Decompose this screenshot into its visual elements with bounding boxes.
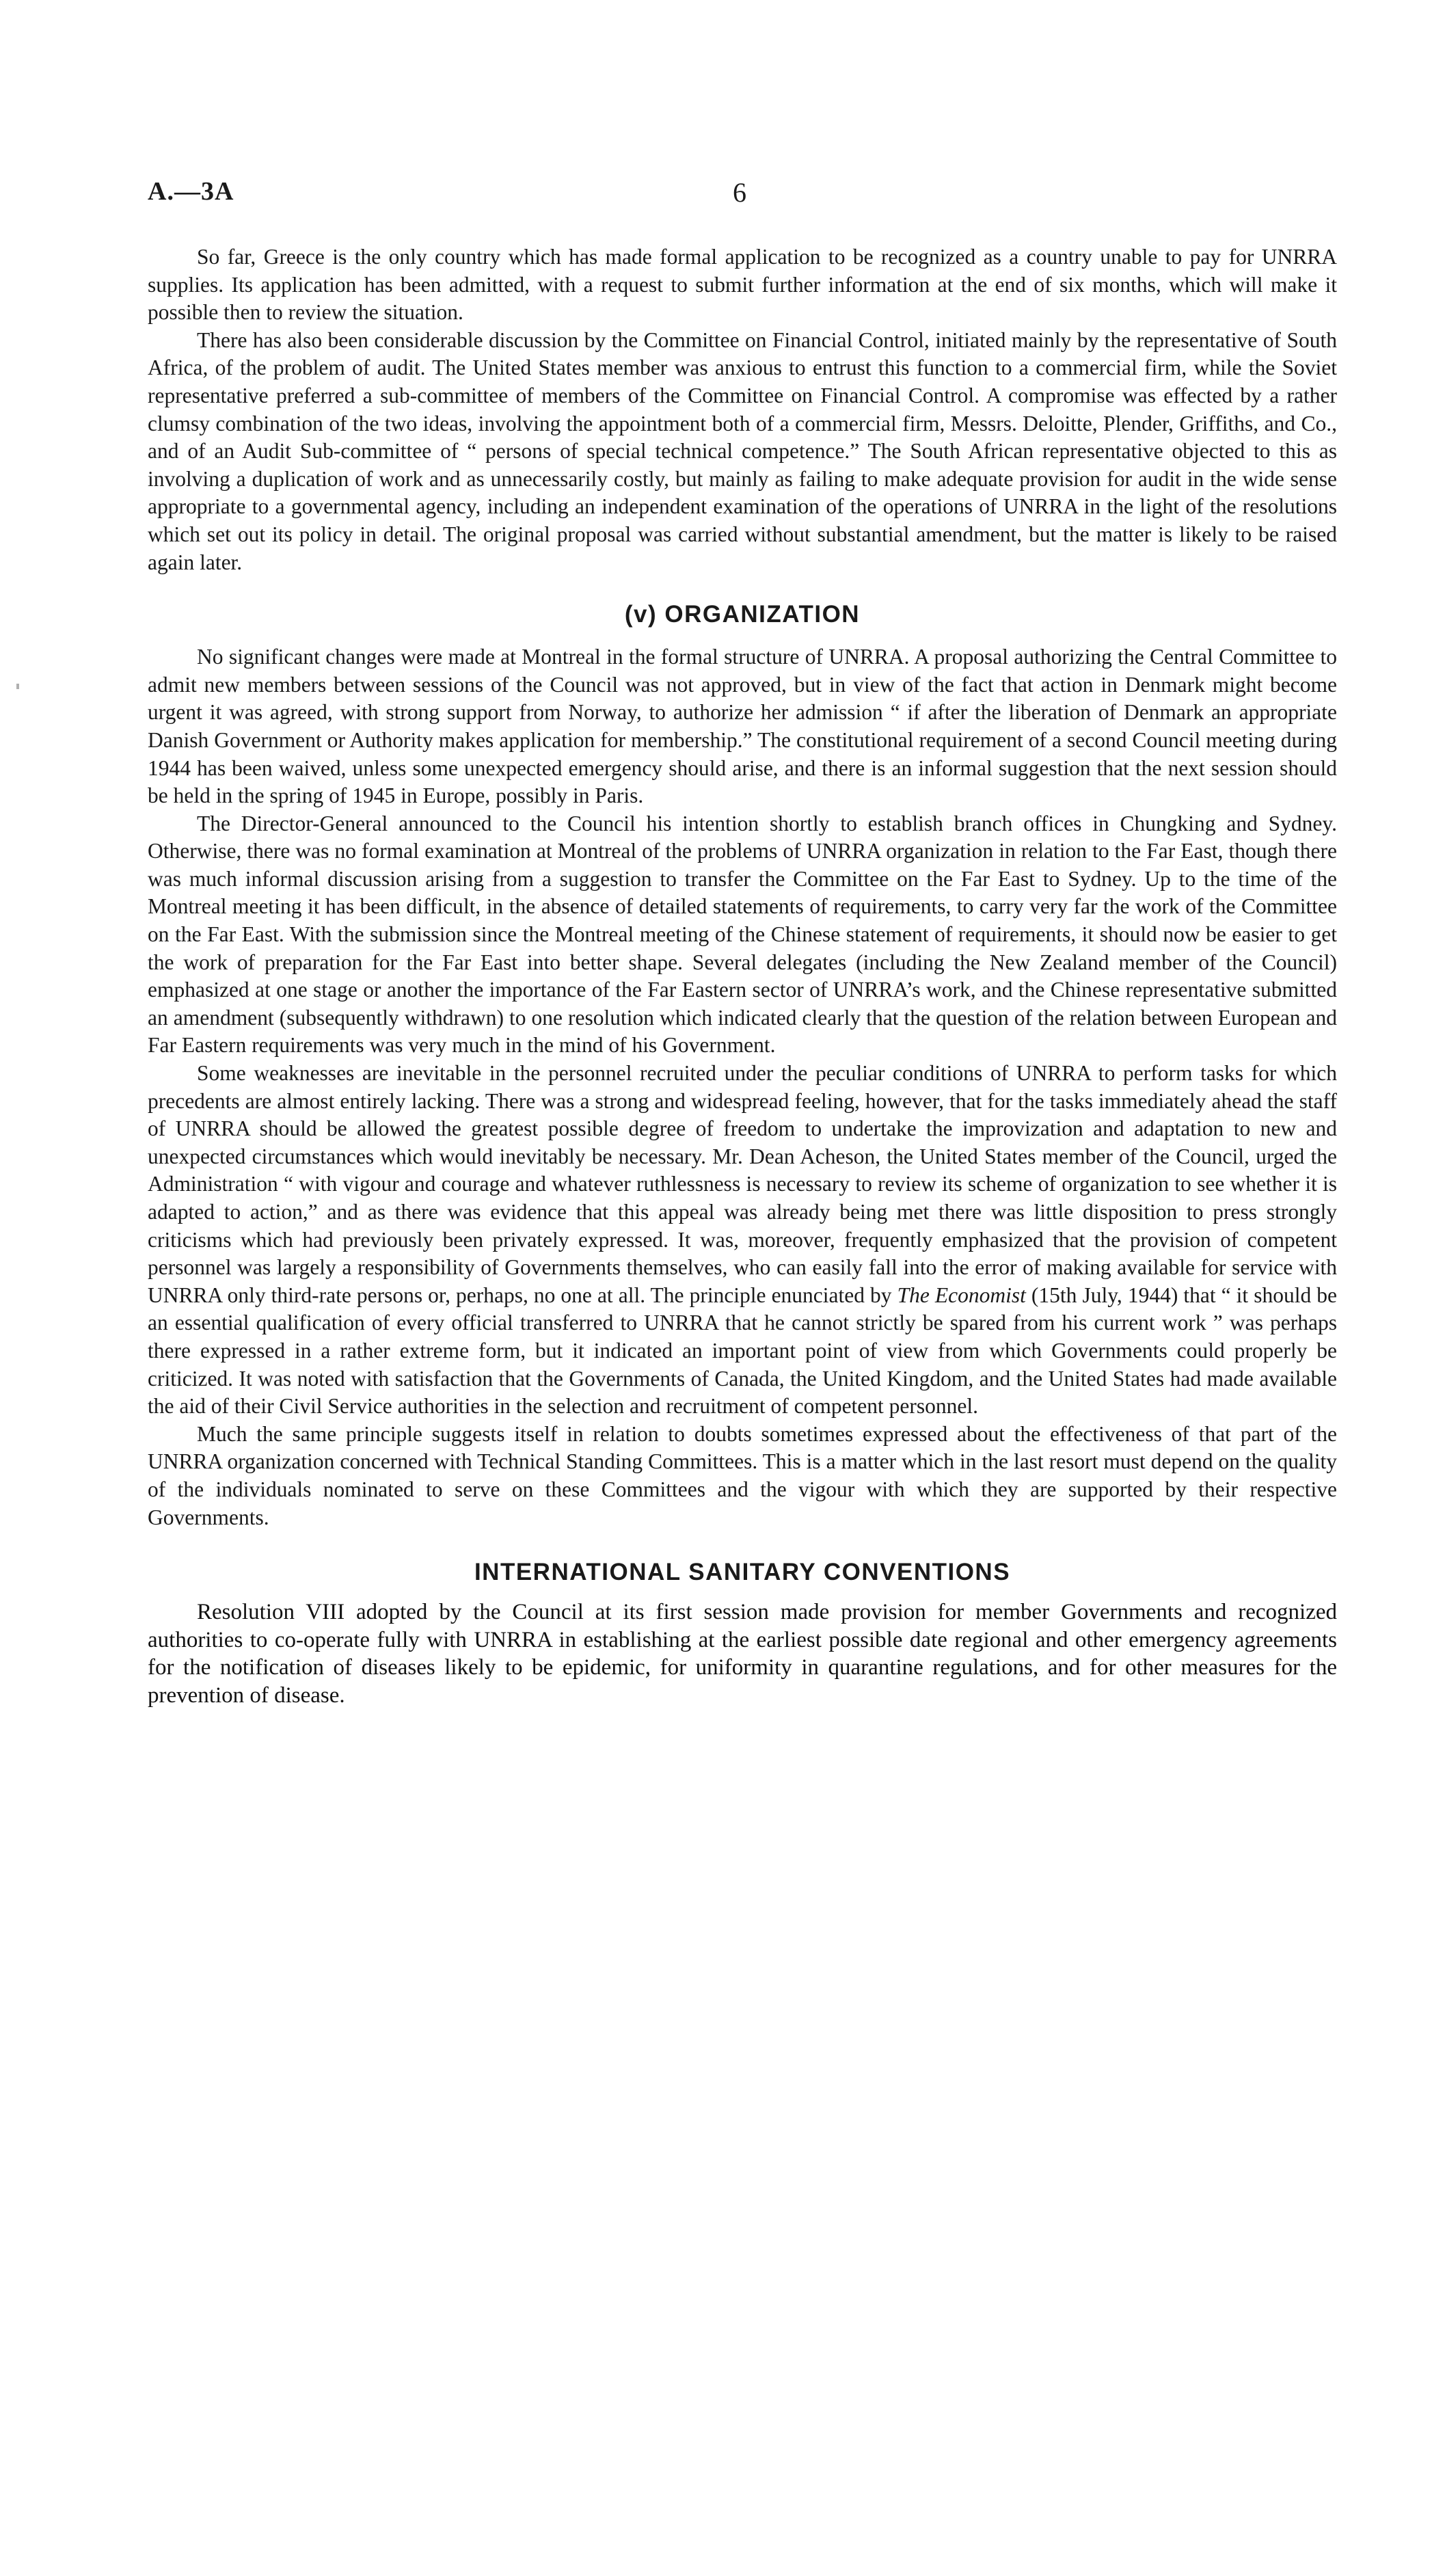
paragraph-organization-structure: No significant changes were made at Montreal in the formal structure of UNRRA. A proposal authorizing the Central Committee to admit new members between sessions of the Council was not approved, but in view of the fact that action in Denmark might become urgent it was agreed, with strong support from Norway, to authorize her admission “ if after the liberation of Denmark an appropriate Danish Government or Authority makes application for membership.” The constitutional requirement of a second Council meeting during 1944 has been waived, unless some unexpected emergency should arise, and there is an informal suggestion that the next session should be held in the spring of 1945 in Europe, possibly in Paris. — [148, 645, 1337, 808]
paragraph-far-east-offices: The Director-General announced to the Council his intention shortly to establish branch offices in Chungking and Sydney. Otherwise, there was no formal examination at Montreal of the problems of UNRRA organization in relation to the Far East, though there was much informal discussion arising from a suggestion to transfer the Committee on the Far East to Sydney. Up to the time of the Montreal meeting it has been difficult, in the absence of detailed statements of requirements, to carry very far the work of the Committee on the Far East. With the submission since the Montreal meeting of the Chinese statement of requirements, it should now be easier to get the work of preparation for the Far East into better shape. Several delegates (including the New Zealand member of the Council) emphasized at one stage or another the importance of the Far Eastern sector of UNRRA’s work, and the Chinese representative submitted an amendment (subsequently withdrawn) to one resolution which indicated clearly that the question of the relation between European and Far Eastern requirements was very much in the mind of his Government. — [148, 811, 1337, 1058]
publication-title: The Economist — [897, 1283, 1026, 1307]
body-text — [148, 243, 1337, 1710]
paragraph-audit-discussion: There has also been considerable discussion by the Committee on Financial Control, initiated mainly by the representative of South Africa, of the problem of audit. The United States member was anxious to entrust this function to a commercial firm, while the Soviet representative preferred a sub-committee of members of the Committee on Financial Control. A compromise was effected by a rather clumsy combination of the two ideas, involving the appointment both of a commercial firm, Messrs. Deloitte, Plender, Griffiths, and Co., and of an Audit Sub-committee of “ persons of special technical competence.” The South African representative objected to this as involving a duplication of work and as unnecessarily costly, but mainly as failing to make adequate provision for audit in the wide sense appropriate to a governmental agency, including an independent examination of the operations of UNRRA in the light of the resolutions which set out its policy in detail. The original proposal was carried without substantial amendment, but the matter is likely to be raised again later. — [148, 327, 1337, 574]
section-heading-organization: (v) ORGANIZATION — [624, 601, 861, 628]
paragraph-resolution-viii: Resolution VIII adopted by the Council at its first session made provision for member Governments and recognized authorities to co-operate fully with UNRRA in establishing at the earliest possible date regional and other emergency agreements for the notification of diseases likely to be epidemic, for uniformity in quarantine regulations, and for other measures for the prevention of disease. — [148, 1600, 1337, 1708]
paragraph-technical-committees: Much the same principle suggests itself in relation to doubts sometimes expressed about the effectiveness of that part of the UNRRA organization concerned with Technical Standing Committees. This is a matter which in the last resort must depend on the quality of the individuals nominated to serve on these Committees and the vigour with which they are supported by their respective Governments. — [148, 1421, 1337, 1529]
section-heading-sanitary-conventions: INTERNATIONAL SANITARY CONVENTIONS — [474, 1559, 1011, 1586]
personnel-text-part-1: Some weaknesses are inevitable in the personnel recruited under the peculiar conditions of UNRRA to perform tasks for which precedents are almost entirely lacking. There was a strong and widespread feeling, however, that for the tasks immediately ahead the staff of UNRRA should be allowed the greatest possible degree of freedom to undertake the improvization and adaptation to new and unexpected circumstances which would inevitably be necessary. Mr. Dean Acheson, the United States member of the Council, urged the Administration “ with vigour and courage and whatever ruthlessness is necessary to review its scheme of organization to see whether it is adapted to action,” and as there was evidence that this appeal was already being met there was little disposition to press strongly criticisms which had previously been privately expressed. It was, moreover, frequently emphasized that the provision of competent personnel was largely a responsibility of Governments themselves, who can easily fall into the error of making available for service with UNRRA only third-rate persons or, perhaps, no one at all. The principle enunciated by — [148, 1061, 1337, 1307]
margin-mark — [16, 684, 19, 689]
personnel-text-part-2: (15th July, 1944) that “ it should be an essential qualification of every official transferred to UNRRA that he cannot strictly be spared from his current work ” was perhaps there expressed in a rather extreme form, but it indicated an important point of view from which Governments could properly be criticized. It was noted with satisfaction that the Governments of Canada, the United Kingdom, and the United States had made available the aid of their Civil Service authorities in the selection and recruitment of competent personnel. — [148, 1283, 1337, 1419]
paragraph-personnel-weaknesses — [148, 1060, 1337, 1421]
page-header — [148, 176, 1337, 217]
paragraph-greece-application: So far, Greece is the only country which has made formal application to be recognized as a country unable to pay for UNRRA supplies. Its application has been admitted, with a request to submit further information at the end of six months, which will make it possible then to review the situation. — [148, 245, 1337, 325]
document-reference: A.—3A — [148, 177, 234, 206]
page-number: 6 — [733, 177, 746, 208]
